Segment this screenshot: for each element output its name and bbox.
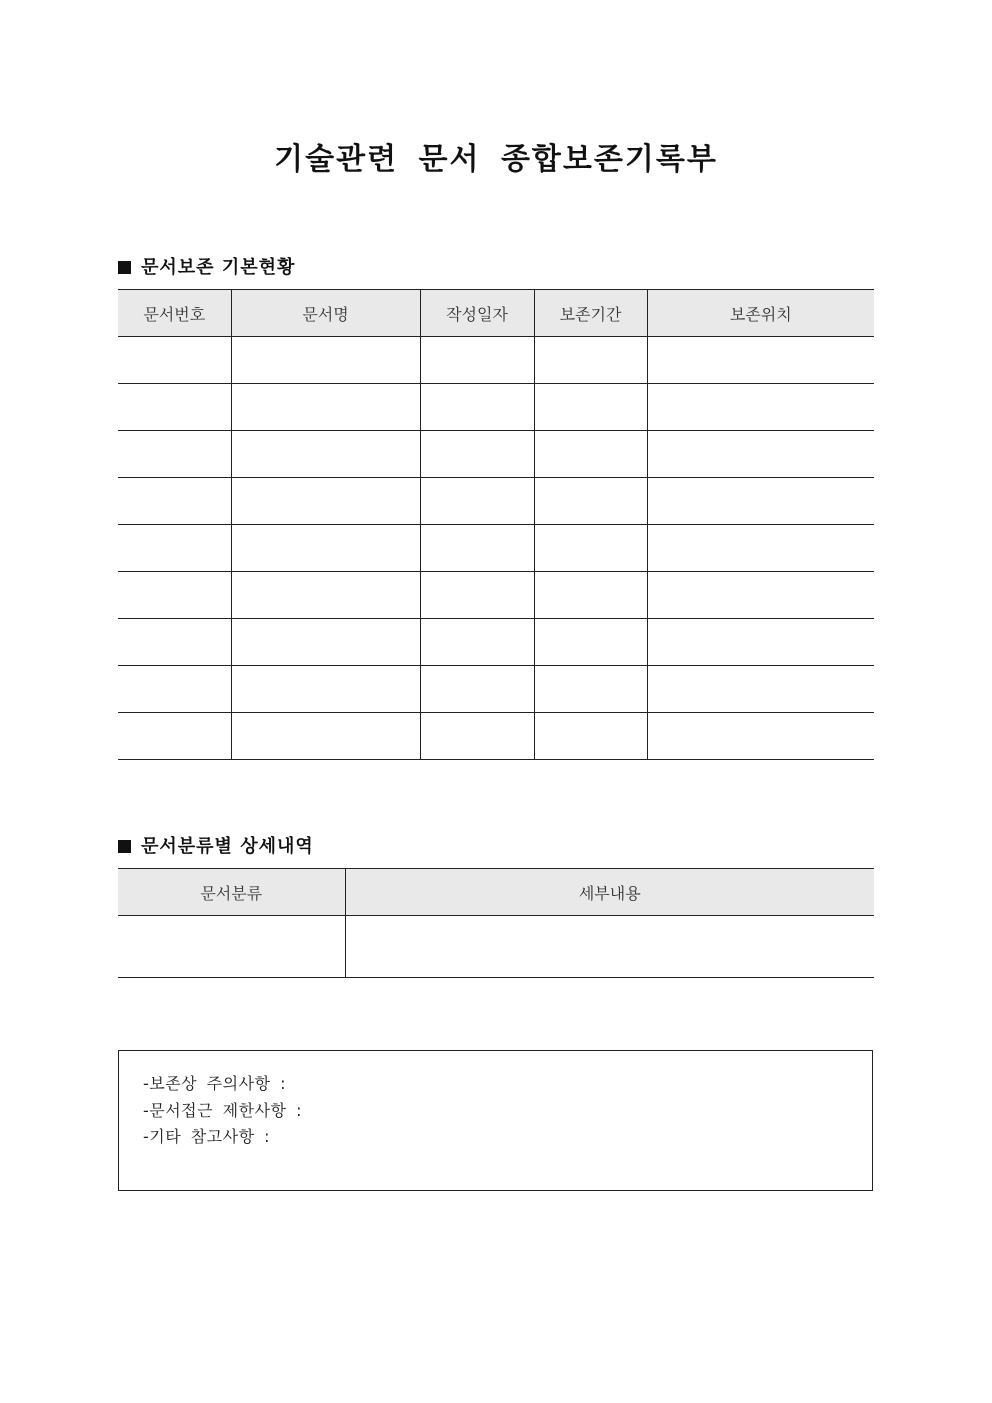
document-number-cell[interactable] <box>118 337 231 384</box>
document-name-cell[interactable] <box>231 431 420 478</box>
preservation-status-table <box>118 289 874 760</box>
retention-period-cell[interactable] <box>534 337 647 384</box>
storage-location-cell[interactable] <box>647 713 874 760</box>
document-name-cell[interactable] <box>231 384 420 431</box>
document-number-cell[interactable] <box>118 525 231 572</box>
document-number-cell[interactable] <box>118 619 231 666</box>
table-row <box>118 431 874 478</box>
section-heading-preservation-status <box>118 253 295 279</box>
note-access-restrictions[interactable]: -문서접근 제한사항 : <box>143 1100 302 1120</box>
storage-location-cell[interactable] <box>647 666 874 713</box>
column-header-document-classification: 문서분류 <box>118 869 345 916</box>
table-row <box>118 384 874 431</box>
creation-date-cell[interactable] <box>420 525 534 572</box>
document-name-cell[interactable] <box>231 619 420 666</box>
table-row <box>118 916 874 978</box>
table-row <box>118 666 874 713</box>
retention-period-cell[interactable] <box>534 713 647 760</box>
creation-date-cell[interactable] <box>420 713 534 760</box>
storage-location-cell[interactable] <box>647 478 874 525</box>
document-number-cell[interactable] <box>118 384 231 431</box>
table-row <box>118 619 874 666</box>
document-name-cell[interactable] <box>231 713 420 760</box>
column-header-storage-location: 보존위치 <box>647 290 874 337</box>
note-other-references[interactable]: -기타 참고사항 : <box>143 1127 271 1146</box>
column-header-creation-date: 작성일자 <box>420 290 534 337</box>
document-number-cell[interactable] <box>118 431 231 478</box>
creation-date-cell[interactable] <box>420 431 534 478</box>
storage-location-cell[interactable] <box>647 619 874 666</box>
document-name-cell[interactable] <box>231 337 420 384</box>
black-square-icon <box>118 840 131 853</box>
document-name-cell[interactable] <box>231 572 420 619</box>
document-number-cell[interactable] <box>118 666 231 713</box>
section-heading-label: 문서보존 기본현황 <box>141 257 296 278</box>
table-row <box>118 525 874 572</box>
note-preservation-cautions[interactable]: -보존상 주의사항 : <box>143 1074 287 1093</box>
retention-period-cell[interactable] <box>534 572 647 619</box>
storage-location-cell[interactable] <box>647 525 874 572</box>
table-row <box>118 478 874 525</box>
column-header-retention-period: 보존기간 <box>534 290 647 337</box>
retention-period-cell[interactable] <box>534 666 647 713</box>
table-row <box>118 337 874 384</box>
document-name-cell[interactable] <box>231 525 420 572</box>
column-header-detail-content: 세부내용 <box>345 869 874 916</box>
table-header-row <box>118 290 874 337</box>
column-header-document-name: 문서명 <box>231 290 420 337</box>
document-number-cell[interactable] <box>118 478 231 525</box>
section-heading-label: 문서분류별 상세내역 <box>141 836 314 857</box>
document-title: 기술관련 문서 종합보존기록부 <box>274 142 718 177</box>
document-number-cell[interactable] <box>118 572 231 619</box>
section-heading-classification-details <box>118 832 314 858</box>
storage-location-cell[interactable] <box>647 337 874 384</box>
retention-period-cell[interactable] <box>534 619 647 666</box>
notes-box <box>118 1050 873 1191</box>
table-row <box>118 572 874 619</box>
retention-period-cell[interactable] <box>534 478 647 525</box>
storage-location-cell[interactable] <box>647 572 874 619</box>
document-number-cell[interactable] <box>118 713 231 760</box>
table-header-row <box>118 869 874 916</box>
table-row <box>118 713 874 760</box>
storage-location-cell[interactable] <box>647 431 874 478</box>
creation-date-cell[interactable] <box>420 478 534 525</box>
retention-period-cell[interactable] <box>534 384 647 431</box>
document-classification-cell[interactable] <box>118 916 345 978</box>
classification-details-table <box>118 868 874 978</box>
creation-date-cell[interactable] <box>420 619 534 666</box>
retention-period-cell[interactable] <box>534 525 647 572</box>
creation-date-cell[interactable] <box>420 572 534 619</box>
creation-date-cell[interactable] <box>420 337 534 384</box>
black-square-icon <box>118 261 131 274</box>
storage-location-cell[interactable] <box>647 384 874 431</box>
creation-date-cell[interactable] <box>420 666 534 713</box>
column-header-document-number: 문서번호 <box>118 290 231 337</box>
retention-period-cell[interactable] <box>534 431 647 478</box>
document-name-cell[interactable] <box>231 478 420 525</box>
creation-date-cell[interactable] <box>420 384 534 431</box>
document-name-cell[interactable] <box>231 666 420 713</box>
detail-content-cell[interactable] <box>345 916 874 978</box>
